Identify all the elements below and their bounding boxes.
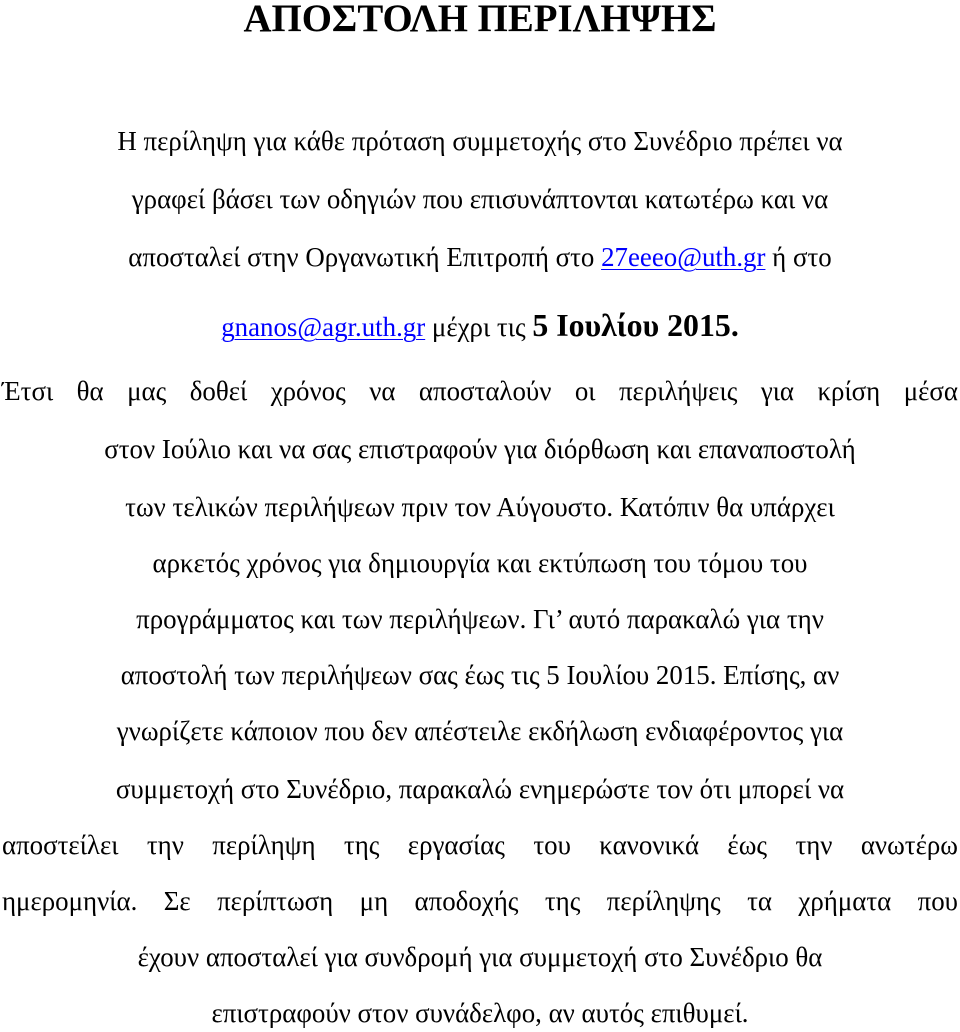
paragraph-line: Έτσι θα μας δοθεί χρόνος να αποσταλούν οι περιλήψεις για κρίση μέσα bbox=[2, 376, 958, 406]
paragraph-line: των τελικών περιλήψεων πριν τον Αύγουστο. Κατόπιν θα υπάρχει bbox=[125, 492, 835, 522]
paragraph-line: γραφεί βάσει των οδηγιών που επισυνάπτονται κατωτέρω και να bbox=[131, 184, 829, 214]
paragraph-line: Η περίληψη για κάθε πρόταση συμμετοχής στο Συνέδριο πρέπει να bbox=[117, 126, 843, 156]
paragraph-line: στον Ιούλιο και να σας επιστραφούν για διόρθωση και επαναποστολή bbox=[104, 434, 856, 464]
email-link-gnanos[interactable]: gnanos@agr.uth.gr bbox=[221, 312, 426, 342]
paragraph-text: ή στο bbox=[772, 242, 832, 272]
page-title: ΑΠΟΣΤΟΛΗ ΠΕΡΙΛΗΨΗΣ bbox=[243, 0, 717, 40]
deadline-date: 5 Ιουλίου 2015. bbox=[532, 307, 739, 343]
email-link-27eeeo[interactable]: 27eeeo@uth.gr bbox=[601, 242, 766, 272]
paragraph-text: αποσταλεί στην Οργανωτική Επιτροπή στο bbox=[128, 242, 595, 272]
paragraph-line: επιστραφούν στον συνάδελφο, αν αυτός επιθυμεί. bbox=[211, 998, 749, 1028]
paragraph-line: ημερομηνία. Σε περίπτωση μη αποδοχής της περίληψης τα χρήματα που bbox=[2, 886, 958, 916]
paragraph-line: αποστείλει την περίληψη της εργασίας του κανονικά έως την ανωτέρω bbox=[2, 830, 958, 860]
paragraph-line: αρκετός χρόνος για δημιουργία και εκτύπωση του τόμου του bbox=[152, 548, 808, 578]
paragraph-line: συμμετοχή στο Συνέδριο, παρακαλώ ενημερώστε τον ότι μπορεί να bbox=[115, 774, 845, 804]
paragraph-text: μέχρι τις bbox=[431, 312, 526, 342]
paragraph-line: έχουν αποσταλεί για συνδρομή για συμμετοχή στο Συνέδριο θα bbox=[137, 942, 823, 972]
paragraph-line: προγράμματος και των περιλήψεων. Γι’ αυτό παρακαλώ για την bbox=[136, 604, 824, 634]
paragraph-line: αποστολή των περιλήψεων σας έως τις 5 Ιουλίου 2015. Επίσης, αν bbox=[120, 660, 840, 690]
paragraph-line-with-deadline bbox=[2, 308, 958, 344]
paragraph-line-with-email bbox=[2, 240, 958, 274]
paragraph-line: γνωρίζετε κάποιον που δεν απέστειλε εκδήλωση ενδιαφέροντος για bbox=[116, 716, 844, 746]
